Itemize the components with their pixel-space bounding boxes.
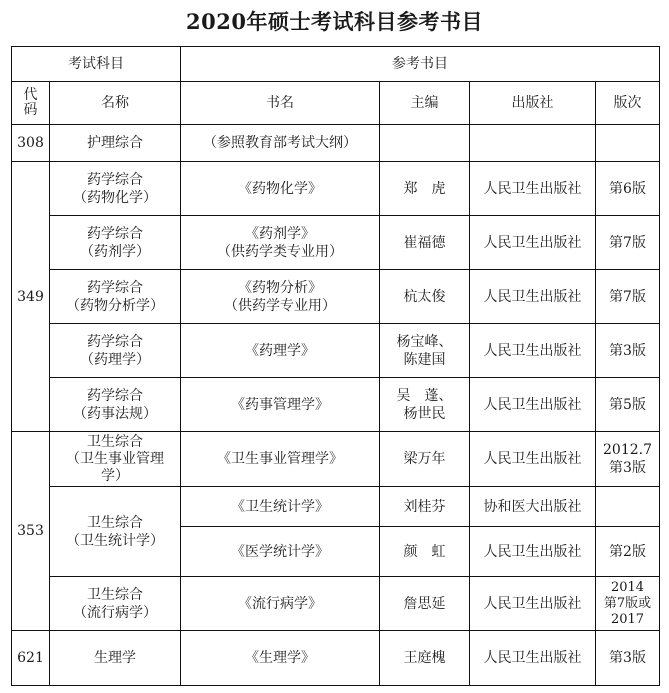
edition-cell: 第7版 <box>596 270 660 324</box>
table-row <box>12 631 660 686</box>
table-row <box>12 270 660 324</box>
col-header-edition: 版次 <box>596 82 660 125</box>
book-cell: 《药物分析》 （供药学专业用） <box>181 270 380 324</box>
subject-name-cell: 生理学 <box>50 631 181 686</box>
publisher-cell: 人民卫生出版社 <box>470 432 596 487</box>
publisher-cell: 人民卫生出版社 <box>470 631 596 686</box>
col-header-name: 名称 <box>50 82 181 125</box>
editor-cell: 杨宝峰、 陈建国 <box>380 324 470 378</box>
publisher-cell: 人民卫生出版社 <box>470 162 596 216</box>
editor-cell: 梁万年 <box>380 432 470 487</box>
edition-cell: 2012.7 第3版 <box>596 432 660 487</box>
table-row <box>12 216 660 270</box>
book-cell: 《药事管理学》 <box>181 378 380 432</box>
edition-cell: 第3版 <box>596 324 660 378</box>
book-cell: 《流行病学》 <box>181 577 380 631</box>
editor-cell: 杭太俊 <box>380 270 470 324</box>
col-header-book: 书名 <box>181 82 380 125</box>
group-header-reference: 参考书目 <box>181 47 660 82</box>
col-header-publisher: 出版社 <box>470 82 596 125</box>
book-cell: 《生理学》 <box>181 631 380 686</box>
publisher-cell: 人民卫生出版社 <box>470 378 596 432</box>
table-row <box>12 378 660 432</box>
table-row <box>12 487 660 527</box>
book-cell: 《药物化学》 <box>181 162 380 216</box>
book-cell: 《卫生事业管理学》 <box>181 432 380 487</box>
publisher-cell: 人民卫生出版社 <box>470 577 596 631</box>
publisher-cell: 人民卫生出版社 <box>470 270 596 324</box>
document-title: 2020年硕士考试科目参考书目 <box>186 9 483 34</box>
column-header-row <box>12 82 660 125</box>
publisher-cell: 人民卫生出版社 <box>470 527 596 577</box>
subject-name-cell: 药学综合 （药事法规） <box>50 378 181 432</box>
subject-name-cell: 药学综合 （药剂学） <box>50 216 181 270</box>
edition-cell: 2014 第7版或 2017 <box>596 577 660 631</box>
code-cell: 308 <box>12 125 50 162</box>
subject-name-cell: 药学综合 （药物分析学） <box>50 270 181 324</box>
reference-table <box>11 46 660 686</box>
book-cell: （参照教育部考试大纲） <box>181 125 380 162</box>
subject-name-cell: 护理综合 <box>50 125 181 162</box>
publisher-cell: 人民卫生出版社 <box>470 324 596 378</box>
editor-cell: 吴 蓬、 杨世民 <box>380 378 470 432</box>
editor-cell: 郑 虎 <box>380 162 470 216</box>
editor-cell <box>380 125 470 162</box>
col-header-code: 代码 <box>12 82 50 125</box>
code-cell: 349 <box>12 162 50 432</box>
editor-cell: 崔福德 <box>380 216 470 270</box>
subject-name-cell: 药学综合 （药理学） <box>50 324 181 378</box>
book-cell: 《卫生统计学》 <box>181 487 380 527</box>
code-cell: 621 <box>12 631 50 686</box>
edition-cell: 第5版 <box>596 378 660 432</box>
edition-cell: 第7版 <box>596 216 660 270</box>
group-header-row <box>12 47 660 82</box>
book-cell: 《药剂学》 （供药学类专业用） <box>181 216 380 270</box>
subject-name-cell: 卫生综合 （卫生统计学） <box>50 487 181 577</box>
col-header-editor: 主编 <box>380 82 470 125</box>
table-row <box>12 324 660 378</box>
editor-cell: 颜 虹 <box>380 527 470 577</box>
edition-cell <box>596 487 660 527</box>
subject-name-cell: 卫生综合 （卫生事业管理 学） <box>50 432 181 487</box>
edition-cell: 第3版 <box>596 631 660 686</box>
subject-name-cell: 药学综合 （药物化学） <box>50 162 181 216</box>
editor-cell: 刘桂芬 <box>380 487 470 527</box>
table-row <box>12 162 660 216</box>
table-row <box>12 125 660 162</box>
edition-cell <box>596 125 660 162</box>
subject-name-cell: 卫生综合 （流行病学） <box>50 577 181 631</box>
table-row <box>12 577 660 631</box>
table-row <box>12 432 660 487</box>
publisher-cell: 人民卫生出版社 <box>470 216 596 270</box>
editor-cell: 詹思延 <box>380 577 470 631</box>
group-header-subject: 考试科目 <box>12 47 181 82</box>
edition-cell: 第6版 <box>596 162 660 216</box>
book-cell: 《医学统计学》 <box>181 527 380 577</box>
code-cell: 353 <box>12 432 50 631</box>
publisher-cell: 协和医大出版社 <box>470 487 596 527</box>
edition-cell: 第2版 <box>596 527 660 577</box>
editor-cell: 王庭槐 <box>380 631 470 686</box>
publisher-cell <box>470 125 596 162</box>
book-cell: 《药理学》 <box>181 324 380 378</box>
